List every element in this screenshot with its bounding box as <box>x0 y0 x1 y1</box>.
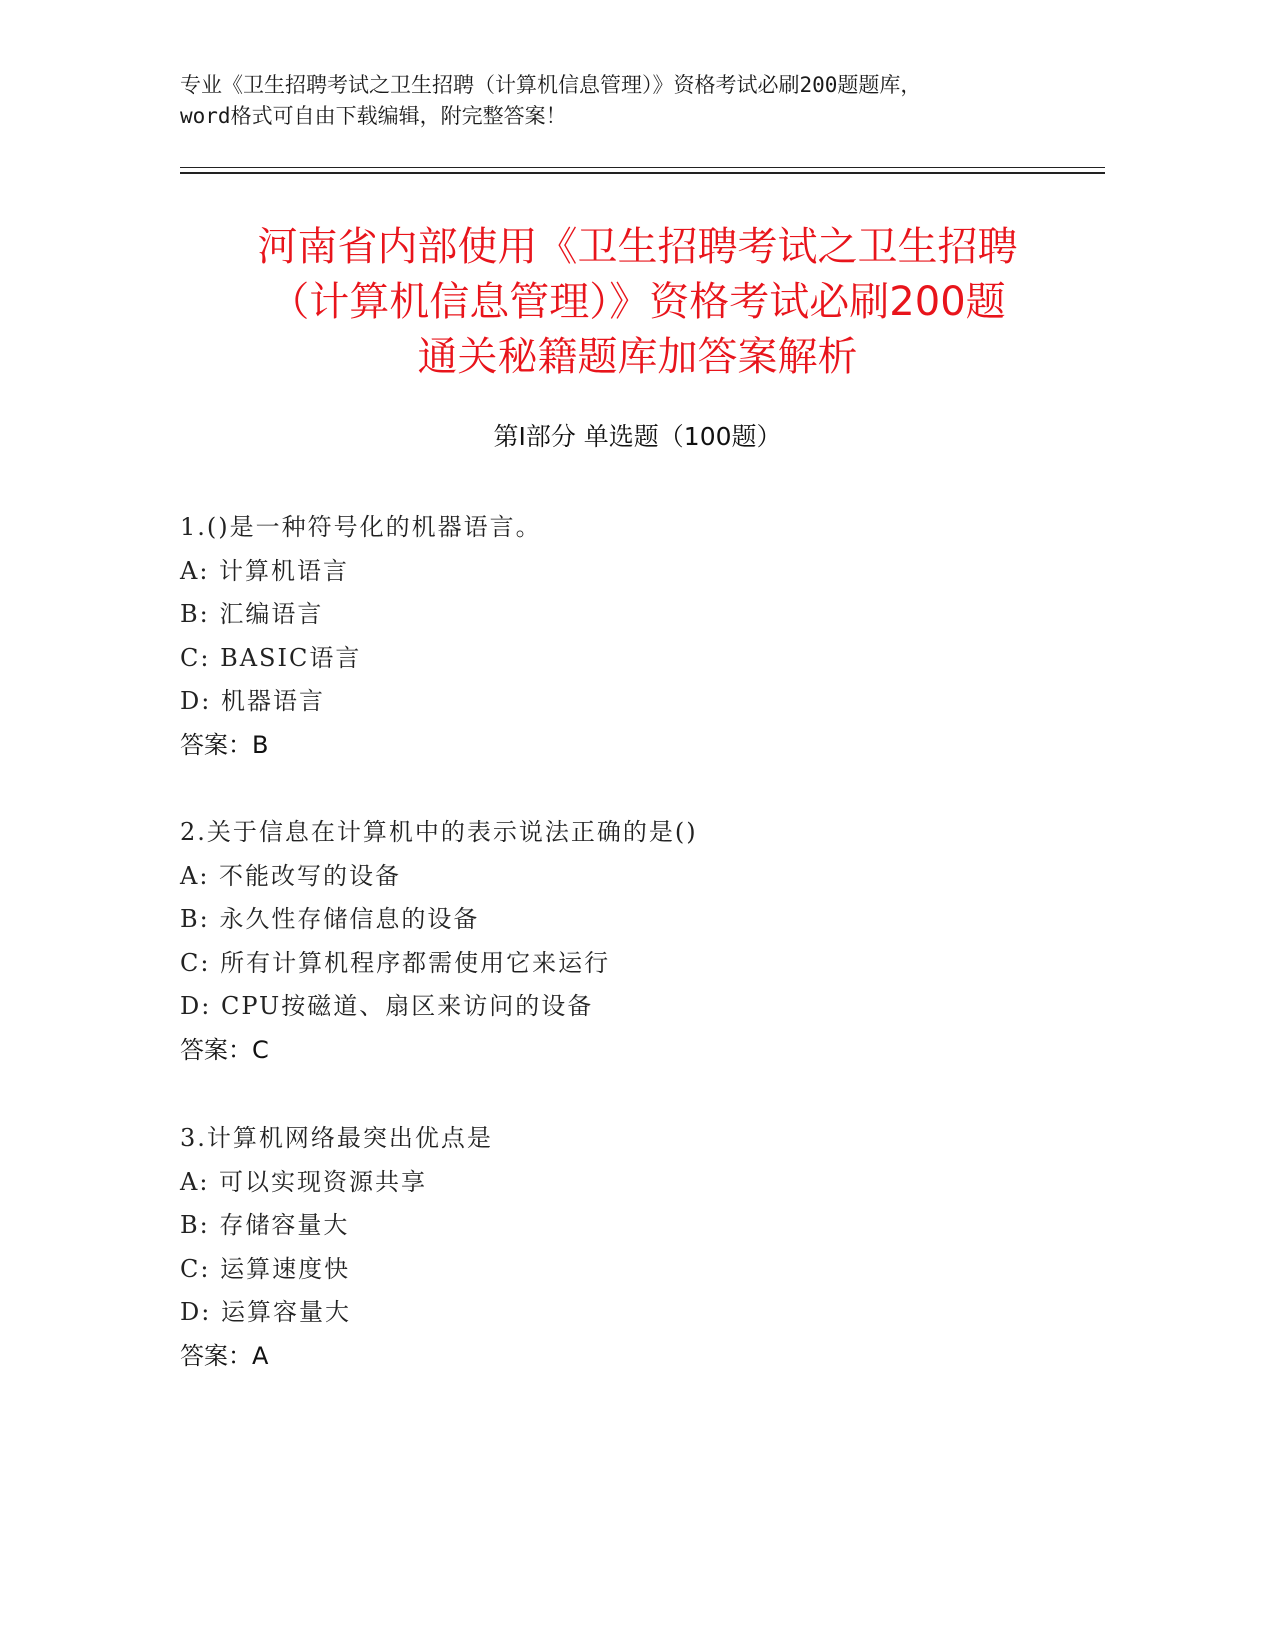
section-heading: 第Ⅰ部分 单选题（100题） <box>493 422 782 451</box>
option-a: A: 可以实现资源共享 <box>180 1167 428 1196</box>
option-b: B: 存储容量大 <box>180 1211 350 1239</box>
document-title-line-3: 通关秘籍题库加答案解析 <box>417 334 858 380</box>
header-note <box>180 70 1100 132</box>
option-d: D: 运算容量大 <box>180 1298 351 1326</box>
answer: 答案：C <box>180 1035 269 1064</box>
question-3 <box>180 1117 1100 1378</box>
option-a: A: 计算机语言 <box>180 556 350 585</box>
answer: 答案：A <box>180 1341 269 1370</box>
option-a: A: 不能改写的设备 <box>180 861 402 890</box>
document-title-line-1: 河南省内部使用《卫生招聘考试之卫生招聘 <box>257 224 1018 270</box>
option-c: C: 所有计算机程序都需使用它来运行 <box>180 948 611 977</box>
document-title-line-2: （计算机信息管理）》资格考试必刷200题 <box>269 279 1006 325</box>
header-note-line-1: 专业《卫生招聘考试之卫生招聘（计算机信息管理）》资格考试必刷200题题库， <box>180 73 922 97</box>
question-2 <box>180 811 1100 1072</box>
question-1 <box>180 506 1100 767</box>
option-c: C: 运算速度快 <box>180 1254 351 1283</box>
document-title <box>150 220 1125 385</box>
header-note-line-2: word格式可自由下载编辑，附完整答案！ <box>180 104 567 128</box>
option-c: C: BASIC语言 <box>180 643 362 672</box>
answer: 答案：B <box>180 730 269 759</box>
header-divider-thick <box>180 172 1105 174</box>
option-d: D: 机器语言 <box>180 687 325 715</box>
option-b: B: 汇编语言 <box>180 600 324 628</box>
question-stem: 3.计算机网络最突出优点是 <box>180 1124 493 1152</box>
option-b: B: 永久性存储信息的设备 <box>180 905 480 933</box>
header-divider-thin <box>180 167 1105 168</box>
question-stem: 2.关于信息在计算机中的表示说法正确的是() <box>180 818 698 846</box>
question-stem: 1.()是一种符号化的机器语言。 <box>180 513 542 541</box>
option-d: D: CPU按磁道、扇区来访问的设备 <box>180 992 594 1020</box>
